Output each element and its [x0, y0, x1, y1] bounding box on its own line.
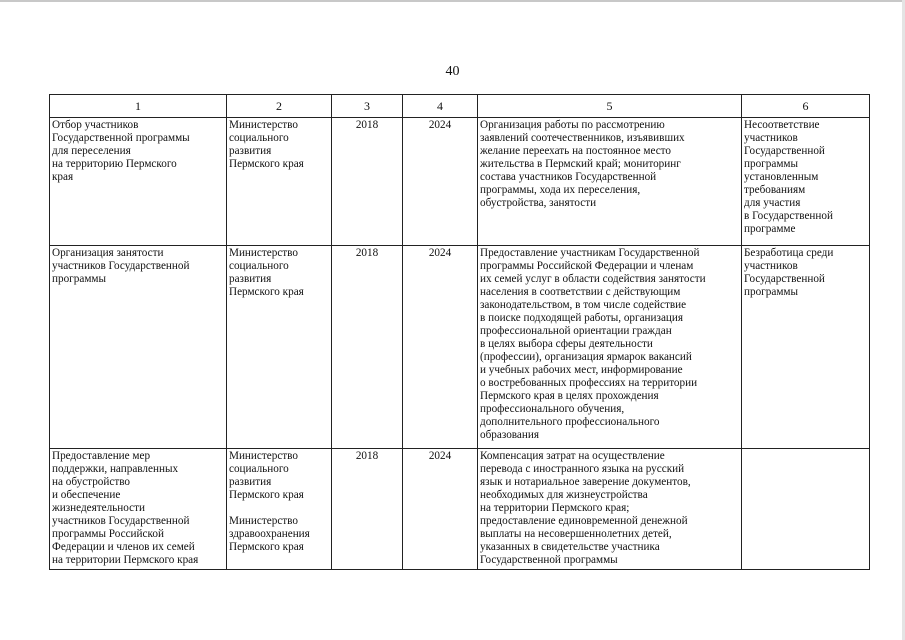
end-year-cell: 2024: [403, 449, 478, 570]
end-year-cell: 2024: [403, 246, 478, 449]
activity-cell: [50, 449, 227, 570]
header-col-1: 1: [50, 95, 227, 118]
result-cell: [478, 246, 742, 449]
header-col-3: 3: [332, 95, 403, 118]
start-year-cell: 2018: [332, 246, 403, 449]
header-col-4: 4: [403, 95, 478, 118]
executor-text-2: Министерство здравоохранения Пермского края: [229, 515, 310, 553]
table-row: [50, 118, 870, 246]
executor-cell: [227, 449, 332, 570]
risk-cell: [742, 118, 870, 246]
header-col-5: 5: [478, 95, 742, 118]
result-cell: [478, 449, 742, 570]
activity-cell: [50, 118, 227, 246]
result-text: Компенсация затрат на осуществление перевода с иностранного языка на русский язык и нотариальное заверение документов, необходимых для жизнеустройства на территории Пермского края; предоставление единовременной денежной выплаты на несовершеннолетних детей, указанных в свидетельстве участника Государственной программы: [480, 450, 691, 566]
activity-text: Предоставление мер поддержки, направленных на обустройство и обеспечение жизнедеятельности участников Государственной программы Российской Федерации и членов их семей на территории Пермского края: [52, 450, 199, 566]
executor-text: Министерство социального развития Пермского края: [229, 450, 304, 501]
executor-text: Министерство социального развития Пермского края: [229, 119, 304, 170]
result-text: Предоставление участникам Государственной программы Российской Федерации и членам их семей услуг в области содействия занятости населения в соответствии с действующим законодательством, в том числе содействие в поиске подходящей работы, организация профессиональной ориентации граждан в целях выбора сферы деятельности (профессии), организация ярмарок вакансий и учебных рабочих мест, информирование о востребованных профессиях на территории Пермского края в целях прохождения профессионального обучения, дополнительного профессионального образования: [480, 247, 706, 441]
program-activities-table: [49, 94, 870, 570]
header-col-2: 2: [227, 95, 332, 118]
risk-text: Несоответствие участников Государственной программы установленным требованиям для участия в Государственной программе: [744, 119, 833, 235]
start-year-cell: 2018: [332, 449, 403, 570]
end-year-cell: 2024: [403, 118, 478, 246]
header-row: [50, 95, 870, 118]
executor-text: Министерство социального развития Пермского края: [229, 247, 304, 298]
activity-text: Организация занятости участников Государственной программы: [52, 247, 190, 285]
result-cell: [478, 118, 742, 246]
activity-text: Отбор участников Государственной программы для переселения на территорию Пермского края: [52, 119, 190, 183]
risk-cell: [742, 246, 870, 449]
scan-edge-top: [0, 0, 905, 2]
executor-gap: [229, 502, 329, 515]
header-col-6: 6: [742, 95, 870, 118]
table-row: [50, 449, 870, 570]
table-row: [50, 246, 870, 449]
executor-cell: [227, 118, 332, 246]
result-text: Организация работы по рассмотрению заявлений соотечественников, изъявивших желание переехать на постоянное место жительства в Пермский край; мониторинг состава участников Государственной программы, хода их переселения, обустройства, занятости: [480, 119, 685, 209]
page-number: 40: [445, 64, 460, 79]
executor-cell: [227, 246, 332, 449]
risk-text: Безработица среди участников Государственной программы: [744, 247, 834, 298]
start-year-cell: 2018: [332, 118, 403, 246]
risk-cell: [742, 449, 870, 570]
activity-cell: [50, 246, 227, 449]
